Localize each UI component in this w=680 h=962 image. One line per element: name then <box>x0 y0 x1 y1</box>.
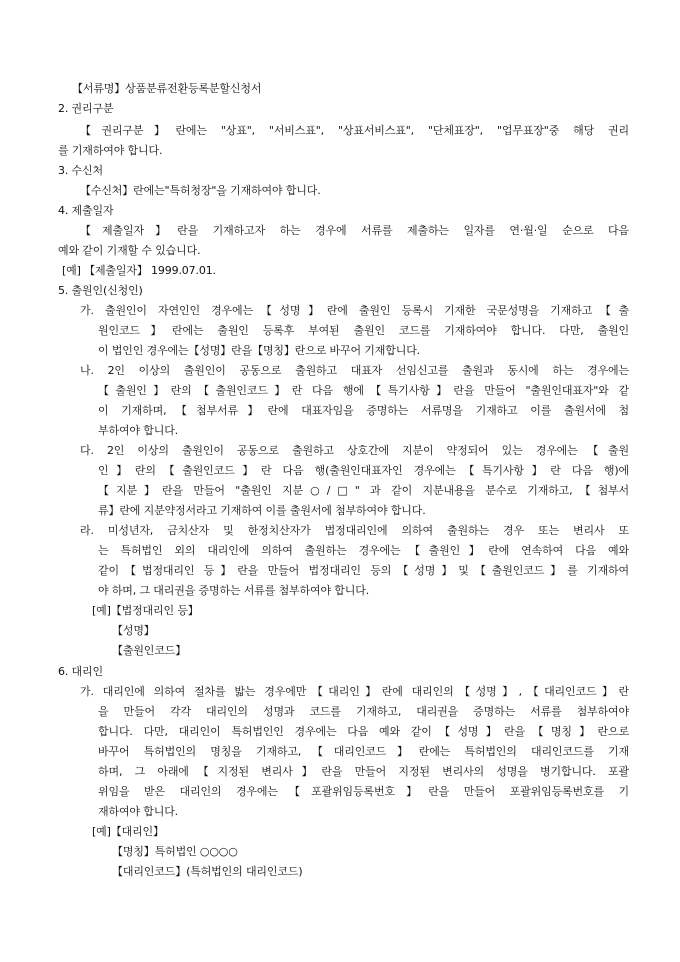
section-5-ra-example: 【성명】 <box>112 624 155 637</box>
section-4-text: 【제출일자】란을 기재하고자 하는 경우에 서류를 제출하는 일자를 연·월·일 순으로 다음 <box>80 224 629 237</box>
section-5-da-text: 인】란의【출원인코드】란 다음 행(출원인대표자인 경우에는【특기사항】란 다음 행)에 <box>98 464 629 477</box>
section-5-ra-text: 는 특허법인 외의 대리인에 의하여 출원하는 경우에는【출원인】란에 연속하여 다음 예와 <box>98 544 629 557</box>
section-6-ga-text: 합니다. 다만, 대리인이 특허법인인 경우에는 다음 예와 같이【성명】란을【명칭】란으로 <box>98 725 629 738</box>
section-5-na-text: 【출원인】란의【출원인코드】란 다음 행에【특기사항】란을 만들어 "출원인대표자"와 같 <box>98 384 629 397</box>
section-5-na-text: 부하여야 합니다. <box>98 424 179 437</box>
section-4-heading: 4. 제출일자 <box>58 204 114 217</box>
section-2-heading: 2. 권리구분 <box>58 102 114 115</box>
section-5-na-text: 이 기재하며,【첨부서류】란에 대표자임을 증명하는 서류명을 기재하고 이를 출원서에 첨 <box>98 404 629 417</box>
section-5-na-text: 나. 2인 이상의 출원인이 공동으로 출원하고 대표자 선임신고를 출원과 동시에 하는 경우에는 <box>80 364 629 377</box>
section-6-ga-example: 【명칭】특허법인 ○○○○ <box>112 845 238 858</box>
section-5-ra-example: 【출원인코드】 <box>112 644 187 657</box>
section-6-ga-text: 을 만들어 각각 대리인의 성명과 코드를 기재하고, 대리권을 증명하는 서류를 첨부하여야 <box>98 705 629 718</box>
section-6-heading: 6. 대리인 <box>58 665 103 678</box>
section-4-text: 예와 같이 기재할 수 있습니다. <box>58 244 201 257</box>
section-5-da-text: 류】란에 지분약정서라고 기재하여 이를 출원서에 첨부하여야 합니다. <box>98 504 426 517</box>
section-5-ra-text: 같이【법정대리인 등】란을 만들어 법정대리인 등의【성명】및【출원인코드】를 기재하여 <box>98 564 629 577</box>
section-5-heading: 5. 출원인(신청인) <box>58 284 143 297</box>
section-5-ra-example: [예]【법정대리인 등】 <box>92 604 199 617</box>
section-5-ga-text: 이 법인인 경우에는【성명】란을【명칭】란으로 바꾸어 기재합니다. <box>98 344 421 357</box>
section-5-ra-text: 야 하며, 그 대리권을 증명하는 서류를 첨부하여야 합니다. <box>98 584 370 597</box>
section-2-text: 를 기재하여야 합니다. <box>58 144 163 157</box>
section-5-da-text: 다. 2인 이상의 출원인이 공동으로 출원하고 상호간에 지분이 약정되어 있는 경우에는【출원 <box>80 444 629 457</box>
section-5-ga-text: 원인코드】란에는 출원인 등록후 부여된 출원인 코드를 기재하여야 합니다. 다만, 출원인 <box>98 324 629 337</box>
section-5-da-text: 【지분】란을 만들어 "출원인 지분○/□" 과 같이 지분내용을 분수로 기재하고,【첨부서 <box>98 484 629 497</box>
section-4-example: [예] 【제출일자】 1999.07.01. <box>62 264 216 277</box>
section-6-ga-text: 재하여야 합니다. <box>98 805 179 818</box>
section-3-heading: 3. 수신처 <box>58 164 103 177</box>
section-2-text: 【권리구분】란에는 "상표", "서비스표", "상표서비스표", "단체표장", "업무표장"중 해당 권리 <box>80 124 629 137</box>
section-6-ga-text: 가. 대리인에 의하여 절차를 밟는 경우에만【대리인】란에 대리인의【성명】,【대리인코드】란 <box>80 685 629 698</box>
section-6-ga-example: [예]【대리인】 <box>92 825 164 838</box>
section-6-ga-text: 바꾸어 특허법인의 명칭을 기재하고,【대리인코드】란에는 특허법인의 대리인코드를 기재 <box>98 745 629 758</box>
section-5-ra-text: 라. 미성년자, 금치산자 및 한정치산자가 법정대리인에 의하여 출원하는 경우 또는 변리사 또 <box>80 524 629 537</box>
document-title: 【서류명】상품분류전환등록분할신청서 <box>72 82 262 95</box>
section-6-ga-text: 하며, 그 아래에【지정된 변리사】란을 만들어 지정된 변리사의 성명을 병기합니다. 포괄 <box>98 765 629 778</box>
section-6-ga-example: 【대리인코드】(특허법인의 대리인코드) <box>112 865 303 878</box>
section-5-ga-text: 가. 출원인이 자연인인 경우에는【성명】란에 출원인 등록시 기재한 국문성명을 기재하고【출 <box>80 304 629 317</box>
section-6-ga-text: 위임을 받은 대리인의 경우에는【포괄위임등록번호】란을 만들어 포괄위임등록번호를 기 <box>98 785 629 798</box>
section-3-text: 【수신처】란에는"특허청장"을 기재하여야 합니다. <box>80 184 321 197</box>
